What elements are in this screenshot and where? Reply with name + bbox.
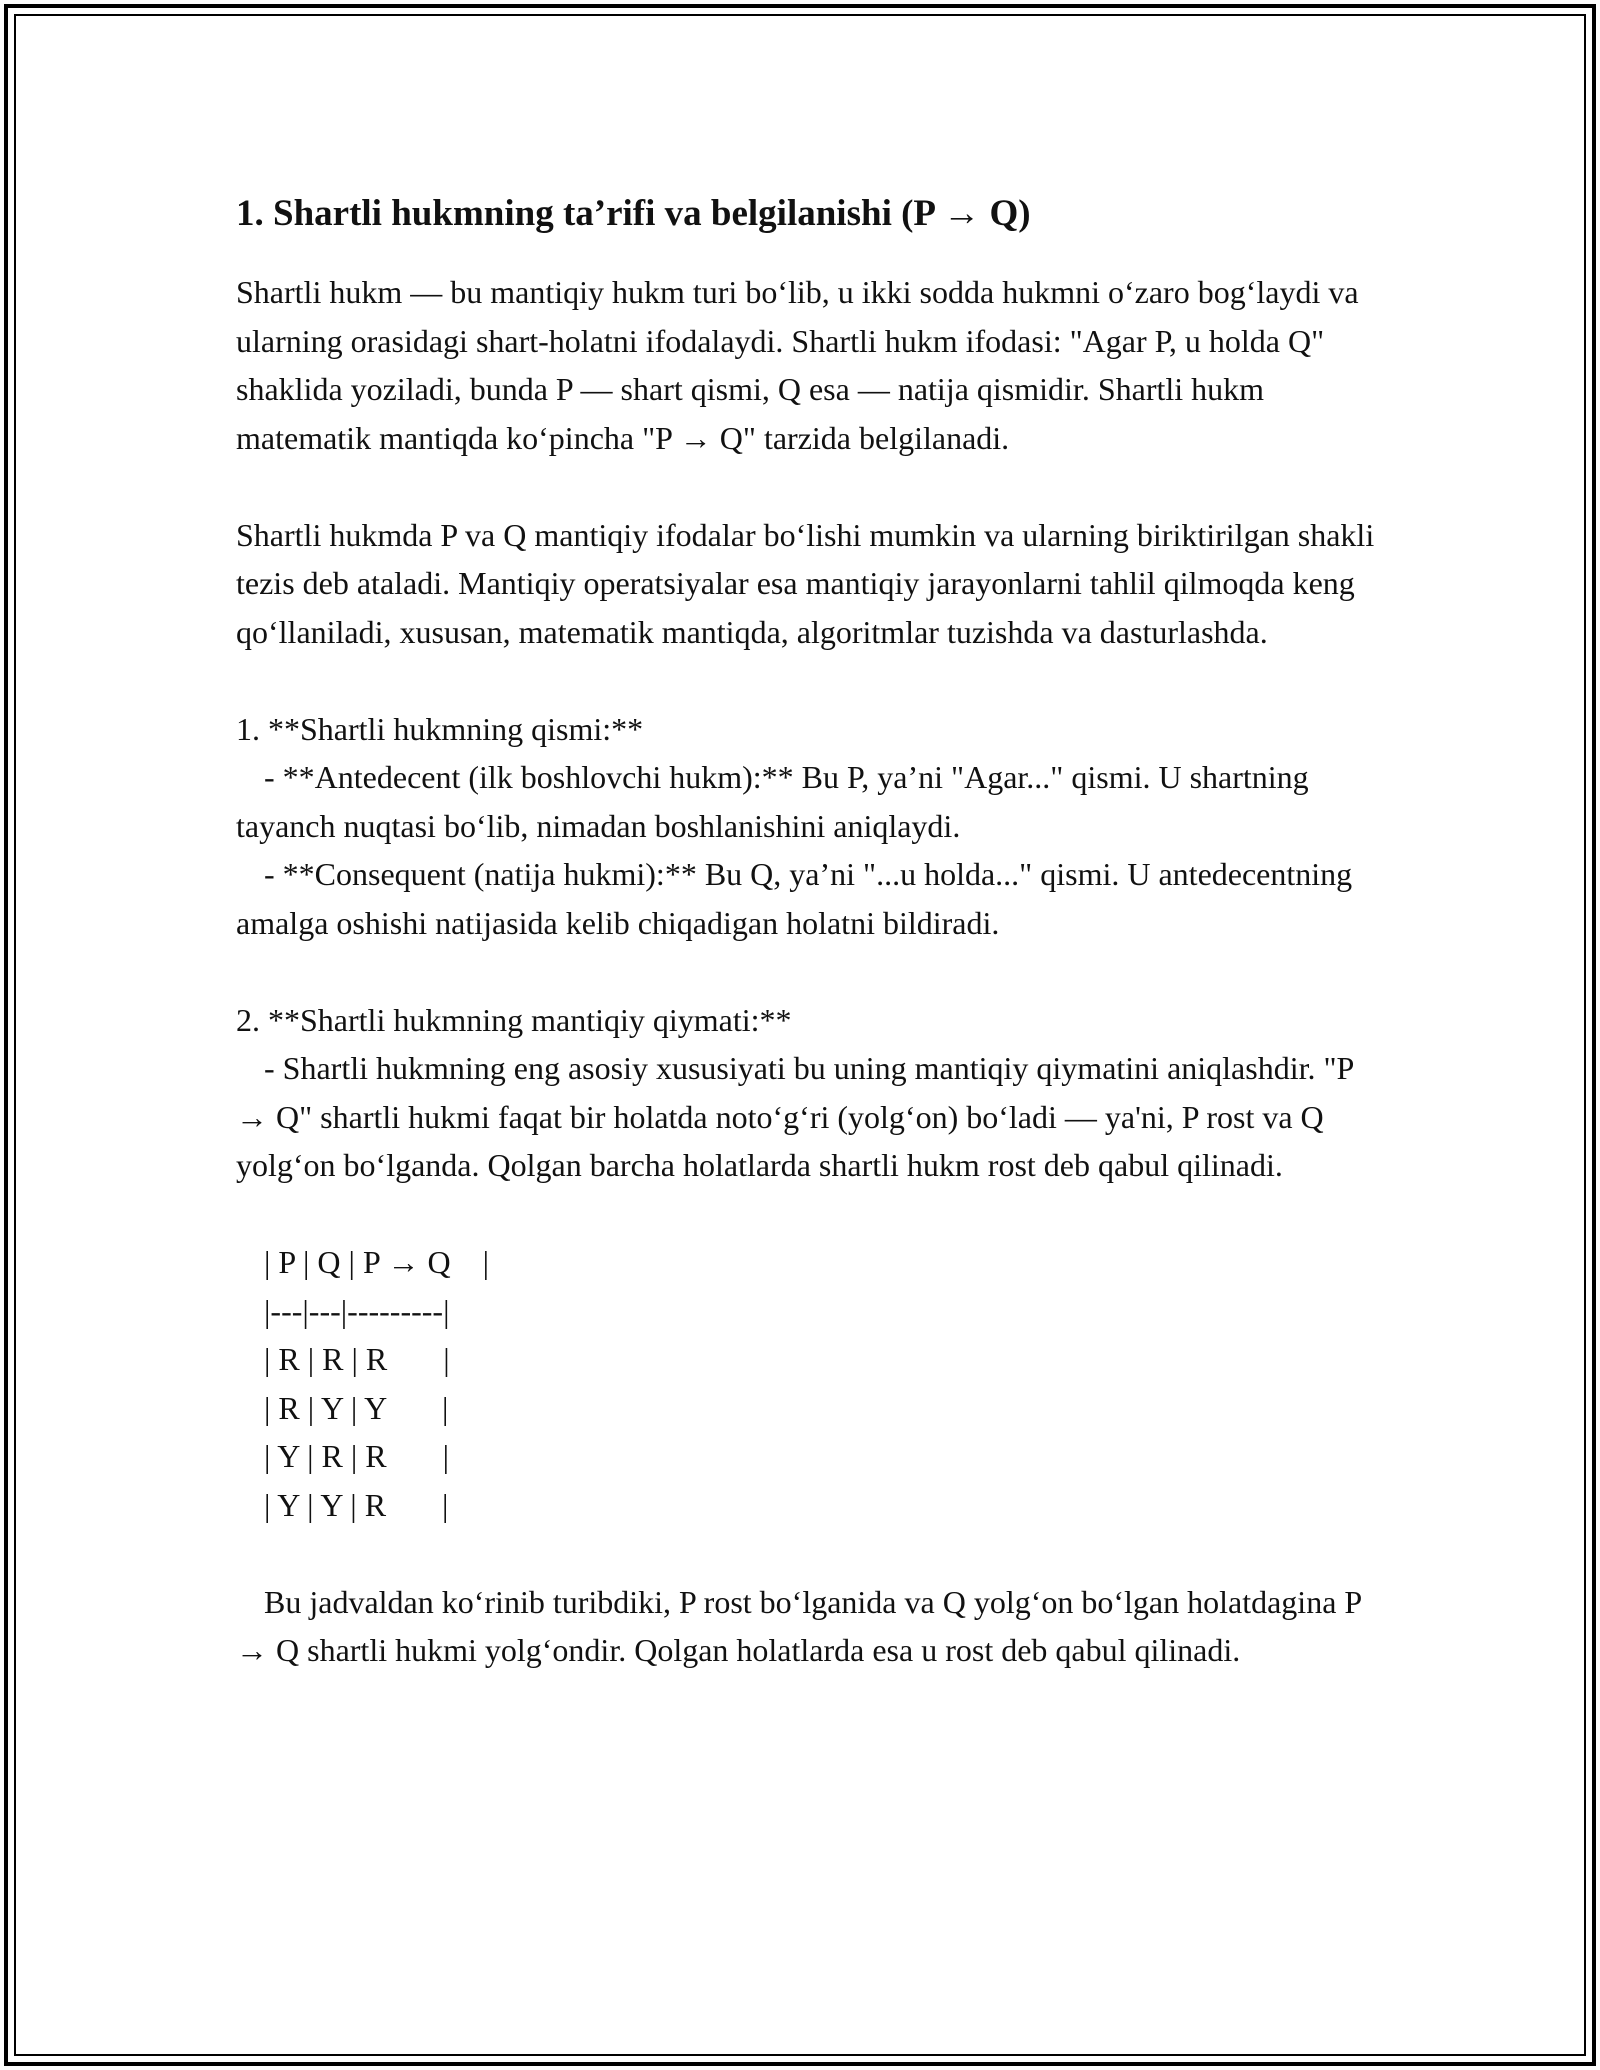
list-parts: [236, 705, 1376, 948]
list-title-truth-value: 2. **Shartli hukmning mantiqiy qiymati:**: [236, 1001, 792, 1038]
paragraph-thesis: Shartli hukmda P va Q mantiqiy ifodalar bo‘lishi mumkin va ularning biriktirilgan shakli tezis deb ataladi. Mantiqiy operatsiyalar esa mantiqiy jarayonlarni tahlil qilmoqda keng qo‘llaniladi, xususan, matematik mantiqda, algoritmlar tuzishda va dasturlashda.: [236, 516, 1375, 650]
truth-table-row: | Y | R | R |: [264, 1438, 450, 1474]
truth-table: [236, 1238, 1376, 1529]
list-item-truth-value: - Shartli hukmning eng asosiy xususiyati bu uning mantiqiy qiymatini aniqlashdir. "P → Q" shartli hukmi faqat bir holatda noto‘g‘ri (yolg‘on) bo‘ladi — ya'ni, P rost va Q yolg‘on bo‘lganda. Qolgan barcha holatlarda shartli hukm rost deb qabul qilinadi.: [236, 1050, 1354, 1183]
section-heading: 1. Shartli hukmning ta’rifi va belgilanishi (P → Q): [236, 193, 1031, 234]
list-item-consequent: - **Consequent (natija hukmi):** Bu Q, ya’ni "...u holda..." qismi. U antedecentning amalga oshishi natijasida kelib chiqadigan holatni bildiradi.: [236, 856, 1353, 941]
paragraph-conclusion: Bu jadvaldan ko‘rinib turibdiki, P rost bo‘lganida va Q yolg‘on bo‘lgan holatdagina P → Q shartli hukmi yolg‘ondir. Qolgan holatlarda esa u rost deb qabul qilinadi.: [236, 1583, 1361, 1668]
truth-table-row: | R | Y | Y |: [264, 1389, 449, 1426]
list-truth-value: [236, 996, 1376, 1190]
truth-table-separator: |---|---|---------|: [264, 1292, 450, 1329]
truth-table-row: | Y | Y | R |: [264, 1486, 449, 1523]
paragraph-definition: Shartli hukm — bu mantiqiy hukm turi bo‘lib, u ikki sodda hukmni o‘zaro bog‘laydi va ularning orasidagi shart-holatni ifodalaydi. Shartli hukm ifodasi: "Agar P, u holda Q" shaklida yoziladi, bunda P — shart qismi, Q esa — natija qismidir. Shartli hukm matematik mantiqda ko‘pincha "P → Q" tarzida belgilanadi.: [236, 274, 1359, 456]
document-body: [236, 186, 1376, 1675]
truth-table-header: | P | Q | P → Q |: [264, 1244, 490, 1280]
truth-table-row: | R | R | R |: [264, 1341, 450, 1377]
list-item-antecedent: - **Antedecent (ilk boshlovchi hukm):** Bu P, ya’ni "Agar..." qismi. U shartning tayanch nuqtasi bo‘lib, nimadan boshlanishini aniqlaydi.: [236, 759, 1309, 844]
list-title-parts: 1. **Shartli hukmning qismi:**: [236, 710, 644, 747]
